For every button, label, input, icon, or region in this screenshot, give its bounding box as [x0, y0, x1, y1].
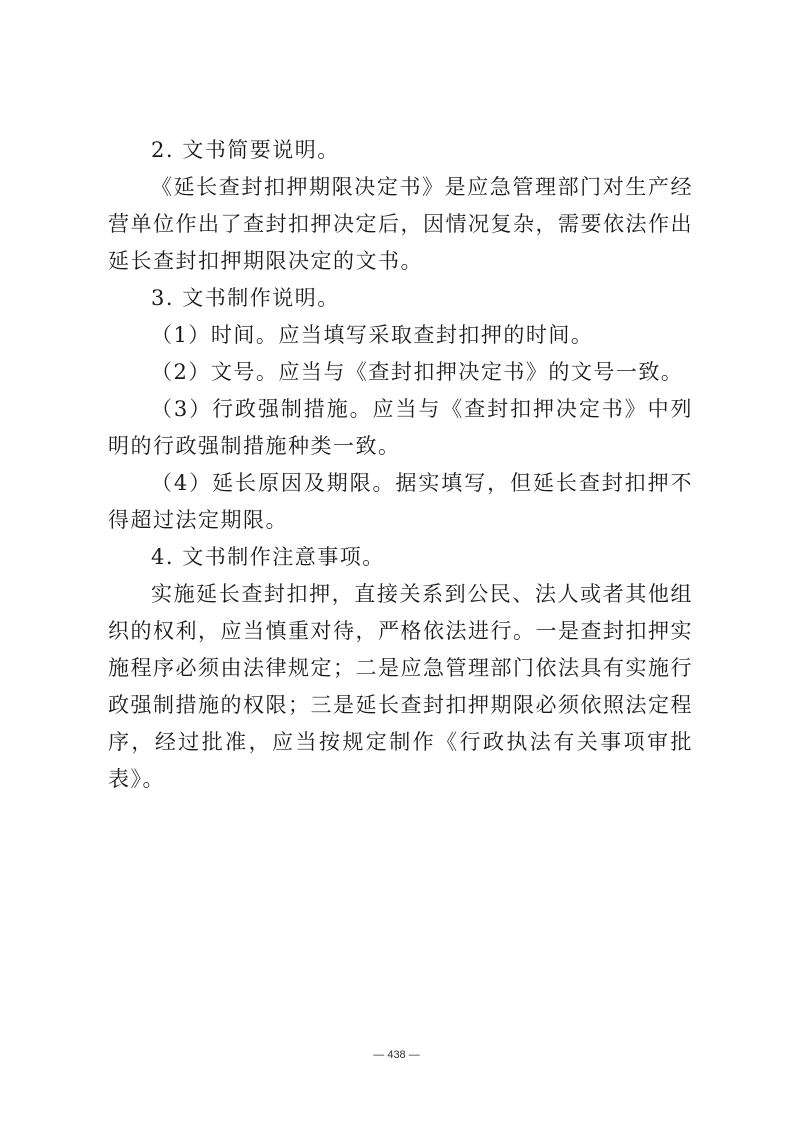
- page-number: — 438 —: [373, 1049, 420, 1061]
- item-extension-reason: （4）延长原因及期限。据实填写，但延长查封扣押不得超过法定期限。: [108, 471, 693, 532]
- item-time: （1）时间。应当填写采取查封扣押的时间。: [151, 323, 594, 347]
- paragraph-notes: 实施延长查封扣押，直接关系到公民、法人或者其他组织的权利，应当慎重对待，严格依法进行。一是查封扣押实施程序必须由法律规定；二是应急管理部门依法具有实施行政强制措施的权限；三是延长查封扣押期限必须依照法定程序，经过批准，应当按规定制作《行政执法有关事项审批表》。: [108, 582, 693, 791]
- paragraph-description: 《延长查封扣押期限决定书》是应急管理部门对生产经营单位作出了查封扣押决定后，因情况复杂，需要依法作出延长查封扣押期限决定的文书。: [108, 175, 693, 273]
- section-heading-2: 2. 文书简要说明。: [151, 138, 340, 162]
- section-heading-3: 3. 文书制作说明。: [151, 286, 340, 310]
- document-body: [108, 132, 693, 798]
- item-enforcement-measures: （3）行政强制措施。应当与《查封扣押决定书》中列明的行政强制措施种类一致。: [108, 397, 693, 458]
- section-heading-4: 4. 文书制作注意事项。: [151, 545, 385, 569]
- item-document-number: （2）文号。应当与《查封扣押决定书》的文号一致。: [151, 360, 684, 384]
